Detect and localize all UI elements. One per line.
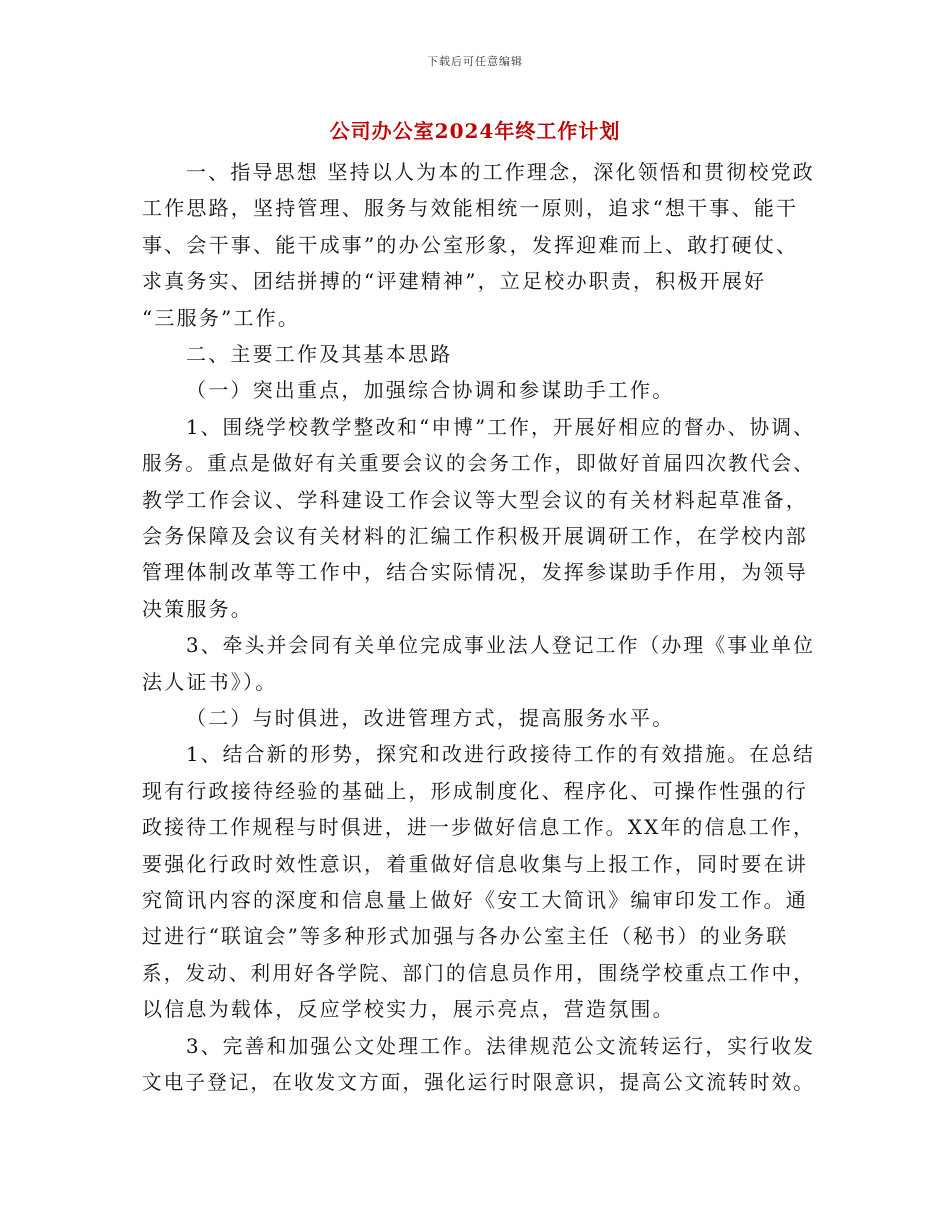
body-line: 会务保障及会议有关材料的汇编工作积极开展调研工作，在学校内部 [142, 524, 808, 548]
body-line: 政接待工作规程与时俱进，进一步做好信息工作。XX年的信息工作， [142, 815, 816, 840]
body-line: （一）突出重点，加强综合协调和参谋助手工作。 [186, 378, 675, 403]
body-line: 事、会干事、能干成事”的办公室形象，发挥迎难而上、敢打硬仗、 [142, 232, 799, 257]
body-line: 1、结合新的形势，探究和改进行政接待工作的有效措施。在总结 [186, 742, 816, 767]
body-line: 系，发动、利用好各学院、部门的信息员作用，围绕学校重点工作中， [142, 960, 815, 985]
body-line: 文电子登记，在收发文方面，强化运行时限意识，提高公文流转时效。 [142, 1070, 815, 1094]
body-line: 求真务实、团结拼搏的“评建精神”，立足校办职责，积极开展好 [142, 269, 767, 294]
body-line: 法人证书》）。 [142, 669, 278, 694]
body-line: 3、牵头并会同有关单位完成事业法人登记工作（办理《事业单位 [186, 633, 816, 658]
body-line: 服务。重点是做好有关重要会议的会务工作，即做好首届四次教代会、 [142, 451, 815, 476]
body-line: 二、主要工作及其基本思路 [186, 342, 453, 366]
body-line: 教学工作会议、学科建设工作会议等大型会议的有关材料起草准备， [142, 487, 808, 512]
body-line: 以信息为载体，反应学校实力，展示亮点，营造氛围。 [142, 997, 675, 1022]
body-line: （二）与时俱进，改进管理方式，提高服务水平。 [186, 706, 675, 730]
header-note: 下载后可任意编辑 [427, 55, 523, 68]
body-line: 一、指导思想 坚持以人为本的工作理念，深化领悟和贯彻校党政 [186, 160, 815, 184]
body-line: 1、围绕学校教学整改和“申博”工作，开展好相应的督办、协调、 [186, 414, 816, 439]
body-line: 要强化行政时效性意识，着重做好信息收集与上报工作，同时要在讲 [142, 851, 808, 876]
body-line: 3、完善和加强公文处理工作。法律规范公文流转运行，实行收发 [186, 1033, 816, 1058]
body-line: 工作思路，坚持管理、服务与效能相统一原则，追求“想干事、能干 [142, 196, 799, 221]
body-line: 过进行“联谊会”等多种形式加强与各办公室主任（秘书）的业务联 [142, 924, 789, 949]
document-title: 公司办公室2024年终工作计划 [329, 119, 621, 143]
body-line: 现有行政接待经验的基础上，形成制度化、程序化、可操作性强的行 [142, 778, 808, 803]
body-line: “三服务”工作。 [142, 305, 301, 330]
body-line: 决策服务。 [142, 596, 253, 621]
body-line: 究简讯内容的深度和信息量上做好《安工大简讯》编审印发工作。通 [142, 888, 808, 912]
body-line: 管理体制改革等工作中，结合实际情况，发挥参谋助手作用，为领导 [142, 560, 808, 585]
